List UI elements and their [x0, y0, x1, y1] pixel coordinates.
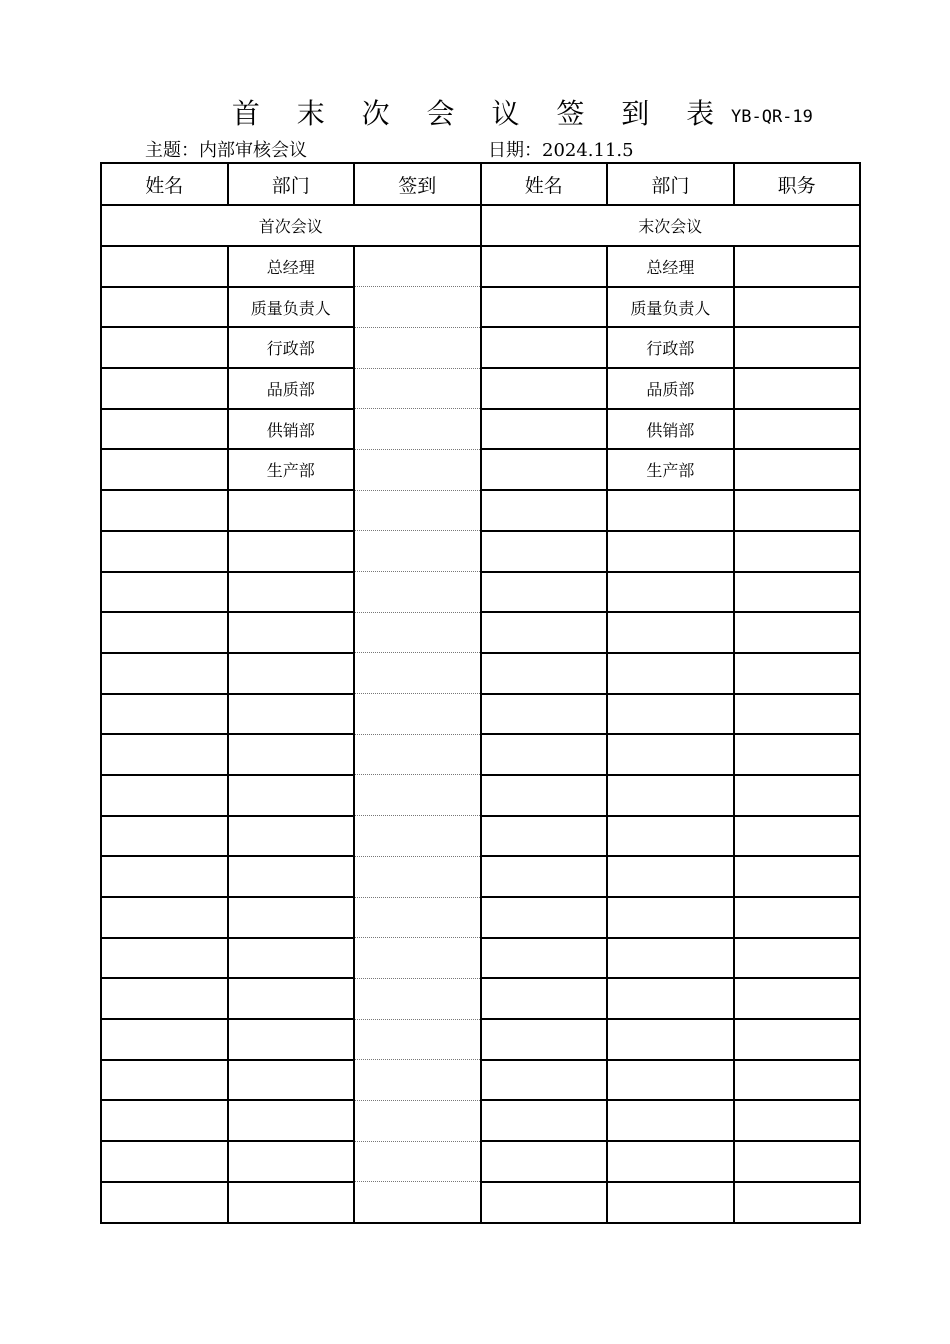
position-cell[interactable]	[734, 734, 860, 775]
name-cell-left[interactable]	[101, 327, 228, 368]
name-cell-left[interactable]	[101, 775, 228, 816]
name-cell-right[interactable]	[481, 612, 608, 653]
position-cell[interactable]	[734, 856, 860, 897]
sign-cell[interactable]	[354, 816, 481, 857]
sign-in-table	[100, 162, 861, 1224]
sign-cell[interactable]	[354, 694, 481, 735]
position-cell[interactable]	[734, 978, 860, 1019]
name-cell-left[interactable]	[101, 1019, 228, 1060]
position-cell[interactable]	[734, 897, 860, 938]
position-cell[interactable]	[734, 1182, 860, 1223]
table-row	[101, 1141, 860, 1182]
col-header-dept-right: 部门	[607, 163, 734, 205]
dept-cell-right[interactable]	[607, 734, 734, 775]
table-row	[101, 409, 860, 450]
sign-cell[interactable]	[354, 246, 481, 287]
dept-cell-left[interactable]	[228, 1019, 355, 1060]
table-row	[101, 246, 860, 287]
name-cell-left[interactable]	[101, 1100, 228, 1141]
table-row	[101, 897, 860, 938]
dept-cell-left: 供销部	[228, 409, 355, 450]
dept-cell-left[interactable]	[228, 938, 355, 979]
dept-cell-right[interactable]	[607, 978, 734, 1019]
dept-cell-left[interactable]	[228, 612, 355, 653]
table-row	[101, 1182, 860, 1223]
dept-cell-left[interactable]	[228, 856, 355, 897]
name-cell-right[interactable]	[481, 409, 608, 450]
dept-cell-right: 质量负责人	[607, 287, 734, 328]
sign-cell[interactable]	[354, 409, 481, 450]
name-cell-right[interactable]	[481, 734, 608, 775]
sign-cell[interactable]	[354, 327, 481, 368]
dept-cell-left[interactable]	[228, 1060, 355, 1101]
sign-cell[interactable]	[354, 531, 481, 572]
sign-cell[interactable]	[354, 572, 481, 613]
table-row	[101, 1019, 860, 1060]
name-cell-right[interactable]	[481, 1019, 608, 1060]
name-cell-right[interactable]	[481, 978, 608, 1019]
dept-cell-right: 行政部	[607, 327, 734, 368]
name-cell-right[interactable]	[481, 1182, 608, 1223]
col-header-position: 职务	[734, 163, 860, 205]
name-cell-right[interactable]	[481, 1060, 608, 1101]
table-row	[101, 775, 860, 816]
sign-cell[interactable]	[354, 1060, 481, 1101]
table-row	[101, 653, 860, 694]
name-cell-left[interactable]	[101, 409, 228, 450]
dept-cell-right: 总经理	[607, 246, 734, 287]
name-cell-left[interactable]	[101, 938, 228, 979]
table-row	[101, 816, 860, 857]
dept-cell-left[interactable]	[228, 1182, 355, 1223]
table-row	[101, 287, 860, 328]
position-cell[interactable]	[734, 775, 860, 816]
name-cell-right[interactable]	[481, 572, 608, 613]
name-cell-left[interactable]	[101, 490, 228, 531]
section-last-meeting: 末次会议	[481, 205, 860, 246]
dept-cell-left[interactable]	[228, 490, 355, 531]
subject-line: 主题：内部审核会议	[145, 140, 307, 161]
name-cell-left[interactable]	[101, 816, 228, 857]
name-cell-left[interactable]	[101, 612, 228, 653]
table-row	[101, 1100, 860, 1141]
dept-cell-left[interactable]	[228, 531, 355, 572]
sign-cell[interactable]	[354, 1019, 481, 1060]
name-cell-right[interactable]	[481, 449, 608, 490]
name-cell-left[interactable]	[101, 287, 228, 328]
position-cell[interactable]	[734, 490, 860, 531]
dept-cell-right[interactable]	[607, 1019, 734, 1060]
dept-cell-right[interactable]	[607, 490, 734, 531]
name-cell-left[interactable]	[101, 1060, 228, 1101]
col-header-dept-left: 部门	[228, 163, 355, 205]
dept-cell-left[interactable]	[228, 694, 355, 735]
position-cell[interactable]	[734, 612, 860, 653]
sign-cell[interactable]	[354, 734, 481, 775]
position-cell[interactable]	[734, 1141, 860, 1182]
table-row	[101, 1060, 860, 1101]
dept-cell-right[interactable]	[607, 612, 734, 653]
date-line: 日期：2024.11.5	[488, 140, 634, 161]
sign-cell[interactable]	[354, 897, 481, 938]
position-cell[interactable]	[734, 327, 860, 368]
dept-cell-left: 总经理	[228, 246, 355, 287]
position-cell[interactable]	[734, 1019, 860, 1060]
dept-cell-left[interactable]	[228, 978, 355, 1019]
dept-cell-right: 供销部	[607, 409, 734, 450]
dept-cell-left: 生产部	[228, 449, 355, 490]
name-cell-left[interactable]	[101, 1141, 228, 1182]
table-row	[101, 694, 860, 735]
position-cell[interactable]	[734, 694, 860, 735]
col-header-name-left: 姓名	[101, 163, 228, 205]
name-cell-right[interactable]	[481, 368, 608, 409]
col-header-name-right: 姓名	[481, 163, 608, 205]
name-cell-right[interactable]	[481, 490, 608, 531]
dept-cell-left[interactable]	[228, 572, 355, 613]
dept-cell-left: 质量负责人	[228, 287, 355, 328]
name-cell-left[interactable]	[101, 978, 228, 1019]
name-cell-left[interactable]	[101, 856, 228, 897]
name-cell-left[interactable]	[101, 694, 228, 735]
dept-cell-right[interactable]	[607, 1060, 734, 1101]
dept-cell-right[interactable]	[607, 531, 734, 572]
dept-cell-right[interactable]	[607, 856, 734, 897]
dept-cell-right[interactable]	[607, 816, 734, 857]
name-cell-right[interactable]	[481, 775, 608, 816]
sign-cell[interactable]	[354, 938, 481, 979]
name-cell-left[interactable]	[101, 734, 228, 775]
position-cell[interactable]	[734, 1100, 860, 1141]
header-row	[101, 163, 860, 205]
dept-cell-left[interactable]	[228, 816, 355, 857]
name-cell-right[interactable]	[481, 816, 608, 857]
name-cell-left[interactable]	[101, 1182, 228, 1223]
name-cell-right[interactable]	[481, 246, 608, 287]
section-first-meeting: 首次会议	[101, 205, 481, 246]
dept-cell-left: 行政部	[228, 327, 355, 368]
sign-cell[interactable]	[354, 490, 481, 531]
dept-cell-right[interactable]	[607, 1182, 734, 1223]
dept-cell-left[interactable]	[228, 1141, 355, 1182]
sign-cell[interactable]	[354, 856, 481, 897]
position-cell[interactable]	[734, 246, 860, 287]
sign-cell[interactable]	[354, 612, 481, 653]
sign-cell[interactable]	[354, 1182, 481, 1223]
dept-cell-right[interactable]	[607, 572, 734, 613]
position-cell[interactable]	[734, 531, 860, 572]
table-row	[101, 938, 860, 979]
table-row	[101, 612, 860, 653]
name-cell-left[interactable]	[101, 246, 228, 287]
position-cell[interactable]	[734, 653, 860, 694]
name-cell-right[interactable]	[481, 1141, 608, 1182]
sign-cell[interactable]	[354, 1100, 481, 1141]
sign-cell[interactable]	[354, 978, 481, 1019]
position-cell[interactable]	[734, 449, 860, 490]
position-cell[interactable]	[734, 409, 860, 450]
dept-cell-left[interactable]	[228, 734, 355, 775]
form-code: YB-QR-19	[731, 107, 813, 127]
sign-cell[interactable]	[354, 449, 481, 490]
dept-cell-right[interactable]	[607, 653, 734, 694]
table-row	[101, 531, 860, 572]
position-cell[interactable]	[734, 1060, 860, 1101]
position-cell[interactable]	[734, 368, 860, 409]
position-cell[interactable]	[734, 572, 860, 613]
table-row	[101, 368, 860, 409]
name-cell-left[interactable]	[101, 531, 228, 572]
name-cell-right[interactable]	[481, 897, 608, 938]
name-cell-right[interactable]	[481, 694, 608, 735]
sign-cell[interactable]	[354, 287, 481, 328]
sign-cell[interactable]	[354, 1141, 481, 1182]
table-row	[101, 978, 860, 1019]
dept-cell-right[interactable]	[607, 897, 734, 938]
name-cell-left[interactable]	[101, 449, 228, 490]
name-cell-left[interactable]	[101, 897, 228, 938]
page-title: 首 末 次 会 议 签 到 表	[231, 97, 729, 130]
name-cell-right[interactable]	[481, 531, 608, 572]
section-row	[101, 205, 860, 246]
table-row	[101, 856, 860, 897]
dept-cell-left: 品质部	[228, 368, 355, 409]
name-cell-right[interactable]	[481, 287, 608, 328]
name-cell-right[interactable]	[481, 653, 608, 694]
dept-cell-left[interactable]	[228, 775, 355, 816]
table-row	[101, 449, 860, 490]
position-cell[interactable]	[734, 938, 860, 979]
table-row	[101, 327, 860, 368]
name-cell-left[interactable]	[101, 653, 228, 694]
name-cell-right[interactable]	[481, 856, 608, 897]
dept-cell-right: 品质部	[607, 368, 734, 409]
sign-cell[interactable]	[354, 653, 481, 694]
dept-cell-left[interactable]	[228, 653, 355, 694]
name-cell-right[interactable]	[481, 938, 608, 979]
dept-cell-right[interactable]	[607, 938, 734, 979]
name-cell-left[interactable]	[101, 572, 228, 613]
dept-cell-left[interactable]	[228, 897, 355, 938]
sign-cell[interactable]	[354, 775, 481, 816]
table-row	[101, 572, 860, 613]
dept-cell-right[interactable]	[607, 1100, 734, 1141]
position-cell[interactable]	[734, 816, 860, 857]
name-cell-right[interactable]	[481, 327, 608, 368]
position-cell[interactable]	[734, 287, 860, 328]
col-header-sign: 签到	[354, 163, 481, 205]
table-row	[101, 490, 860, 531]
dept-cell-right[interactable]	[607, 775, 734, 816]
dept-cell-left[interactable]	[228, 1100, 355, 1141]
table-row	[101, 734, 860, 775]
name-cell-right[interactable]	[481, 1100, 608, 1141]
dept-cell-right[interactable]	[607, 1141, 734, 1182]
dept-cell-right[interactable]	[607, 694, 734, 735]
sign-cell[interactable]	[354, 368, 481, 409]
name-cell-left[interactable]	[101, 368, 228, 409]
dept-cell-right: 生产部	[607, 449, 734, 490]
